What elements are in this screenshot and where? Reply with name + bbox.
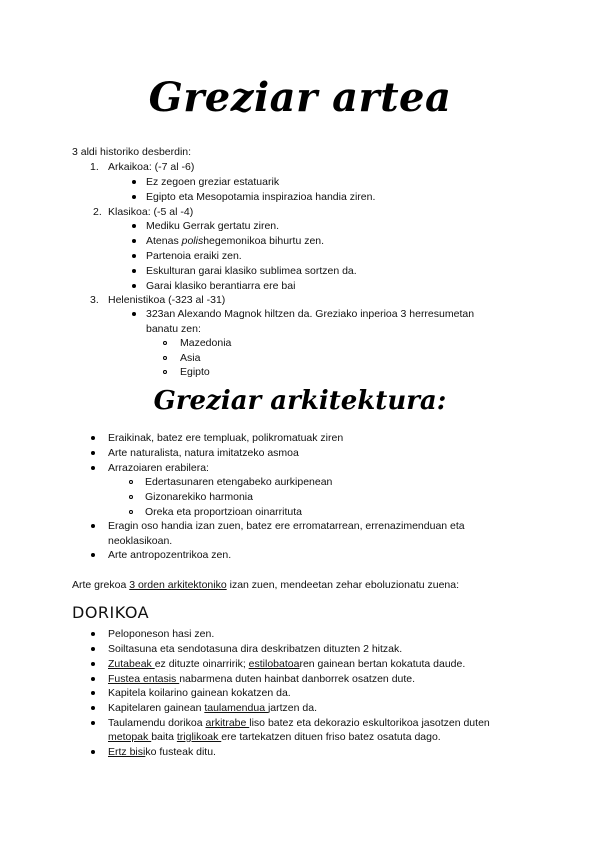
period-label: Arkaikoa: (-7 al -6): [108, 161, 195, 173]
circle-bullet-icon: [163, 341, 167, 345]
list-item: Eraikinak, batez ere templuak, polikromatuak ziren: [108, 432, 344, 444]
bullet-icon: [91, 451, 95, 455]
list-item: Peloponeson hasi zen.: [108, 628, 215, 640]
list-item: Eragin oso handia izan zuen, batez ere erromatarrean, errenazimenduan eta: [108, 520, 465, 532]
list-item: Kapitelaren gainean taulamendua jartzen da.: [108, 702, 317, 714]
sub-list-item: Mazedonia: [180, 337, 232, 349]
bullet-icon: [91, 706, 95, 710]
list-item: Ertz bisiko fusteak ditu.: [108, 746, 216, 758]
orders-link[interactable]: 3 orden arkitektoniko: [129, 579, 227, 591]
bullet-icon: [91, 466, 95, 470]
bullet-icon: [91, 662, 95, 666]
bullet-icon: [132, 180, 136, 184]
list-item: Arte antropozentrikoa zen.: [108, 549, 232, 561]
bullet-icon: [91, 750, 95, 754]
list-item-continuation: metopak baita triglikoak ere tartekatzen dituen friso batez osatuta dago.: [108, 731, 441, 743]
sub-list-item: Edertasunaren etengabeko aurkipenean: [145, 476, 333, 488]
bullet-icon: [91, 632, 95, 636]
bullet-icon: [91, 436, 95, 440]
list-item: Partenoia eraiki zen.: [146, 250, 242, 262]
bullet-icon: [91, 553, 95, 557]
sub-list-item: Asia: [180, 352, 201, 364]
list-item: Soiltasuna eta sendotasuna dira deskribatzen dituzten 2 hitzak.: [108, 643, 403, 655]
bullet-icon: [132, 195, 136, 199]
sub-list-item: Oreka eta proportzioan oinarritutа: [145, 506, 303, 518]
list-item: Fustea entasis nabarmena duten hainbat danborrek osatzen dute.: [108, 673, 416, 685]
period-number: 1.: [90, 161, 99, 173]
circle-bullet-icon: [129, 510, 133, 514]
period-label: Klasikoa: (-5 al -4): [108, 206, 194, 218]
bullet-icon: [132, 312, 136, 316]
list-item: Egipto eta Mesopotamia inspirazioa handia ziren.: [146, 191, 376, 203]
list-item: Ez zegoen greziar estatuarik: [146, 176, 280, 188]
circle-bullet-icon: [129, 480, 133, 484]
bullet-icon: [132, 254, 136, 258]
list-item: Kapitela koilarino gainean kokatzen da.: [108, 687, 291, 699]
circle-bullet-icon: [129, 495, 133, 499]
sub-list-item: Egipto: [180, 366, 210, 378]
list-item: Garai klasiko berantiarra ere bai: [146, 280, 296, 292]
bullet-icon: [132, 269, 136, 273]
circle-bullet-icon: [163, 370, 167, 374]
bullet-icon: [132, 284, 136, 288]
period-number: 2.: [93, 206, 102, 218]
period-number: 3.: [90, 294, 99, 306]
list-item: Eskulturan garai klasiko sublimea sortzen da.: [146, 265, 357, 277]
bullet-icon: [91, 524, 95, 528]
orders-paragraph: Arte grekoa 3 orden arkitektoniko izan zuen, mendeetan zehar eboluzionatu zuena:: [72, 579, 460, 591]
bullet-icon: [91, 691, 95, 695]
bullet-icon: [91, 721, 95, 725]
circle-bullet-icon: [163, 356, 167, 360]
bullet-icon: [91, 647, 95, 651]
list-item: Taulamendu dorikoa arkitrabe liso batez eta dekorazio eskultorikoa jasotzen duten: [108, 717, 490, 729]
list-item: Mediku Gerrak gertatu ziren.: [146, 220, 280, 232]
list-item: Zutabeak ez dituzte oinarririk; estilobatoaren gainean bertan kokatuta daude.: [108, 658, 466, 670]
page-title: Greziar artea: [148, 74, 452, 121]
list-item: Atenas polishegemonikoa bihurtu zen.: [146, 235, 325, 247]
sub-list-item: Gizonarekiko harmonia: [145, 491, 253, 503]
period-label: Helenistikoa (-323 al -31): [108, 294, 226, 306]
list-item-continuation: neoklasikoan.: [108, 535, 173, 547]
list-item: 323an Alexando Magnok hiltzen da. Greziako inperioa 3 herresumetan: [146, 308, 475, 320]
list-item: Arte naturalista, natura imitatzeko asmoa: [108, 447, 299, 459]
section-heading-dorikoa: DORIKOA: [72, 603, 150, 622]
intro-text: 3 aldi historiko desberdin:: [72, 146, 192, 158]
bullet-icon: [132, 239, 136, 243]
list-item-continuation: banatu zen:: [146, 323, 201, 335]
bullet-icon: [91, 677, 95, 681]
section-title: Greziar arkitektura:: [153, 386, 447, 416]
bullet-icon: [132, 224, 136, 228]
list-item: Arrazoiaren erabilera:: [108, 462, 209, 474]
